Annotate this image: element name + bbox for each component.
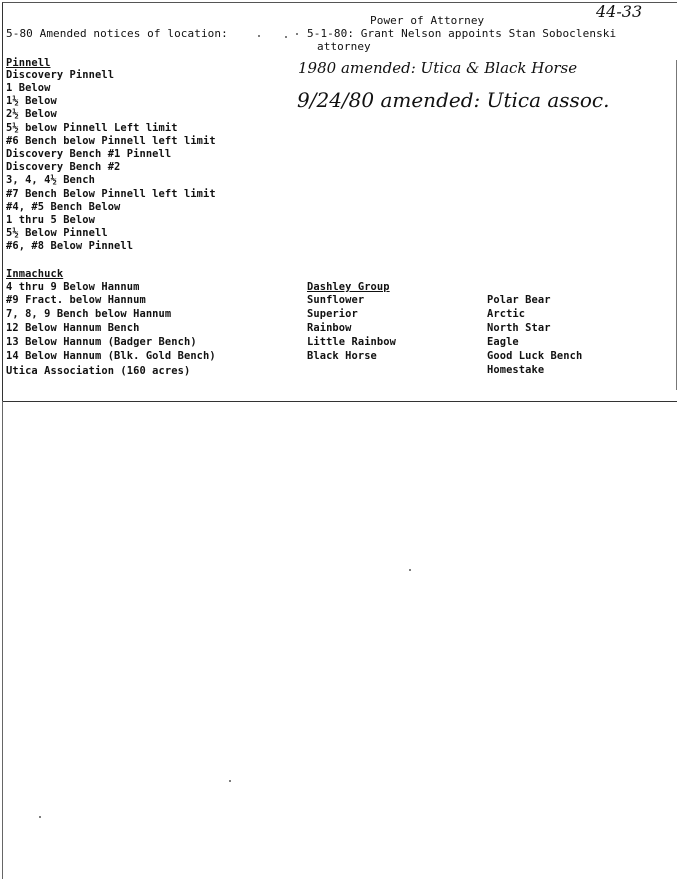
inmachuck-item: Utica Association (160 acres) bbox=[6, 365, 191, 377]
page-number: 44-33 bbox=[596, 2, 643, 21]
speck bbox=[285, 36, 287, 38]
dashley-claim: North Star bbox=[487, 322, 551, 334]
power-of-attorney-title: Power of Attorney bbox=[370, 14, 485, 27]
pinnell-item: #7 Bench Below Pinnell left limit bbox=[6, 188, 216, 200]
speck bbox=[409, 569, 411, 571]
page-edge bbox=[2, 401, 3, 879]
inmachuck-item: 12 Below Hannum Bench bbox=[6, 322, 140, 334]
pinnell-item: 3, 4, 4½ Bench bbox=[6, 174, 95, 186]
speck bbox=[229, 780, 231, 782]
dashley-claim: Eagle bbox=[487, 336, 519, 348]
pinnell-item: Discovery Bench #1 Pinnell bbox=[6, 148, 172, 160]
card-edge bbox=[676, 60, 677, 390]
pinnell-item: 1½ Below bbox=[6, 95, 57, 107]
dashley-claim: Little Rainbow bbox=[307, 336, 396, 348]
pinnell-item: 1 thru 5 Below bbox=[6, 214, 95, 226]
power-of-attorney-line1: 5-1-80: Grant Nelson appoints Stan Soboclenski bbox=[307, 27, 617, 40]
dashley-heading: Dashley Group bbox=[307, 281, 390, 293]
inmachuck-item: 4 thru 9 Below Hannum bbox=[6, 281, 140, 293]
inmachuck-item: #9 Fract. below Hannum bbox=[6, 294, 146, 306]
handwritten-note-2: 9/24/80 amended: Utica assoc. bbox=[297, 88, 610, 112]
dashley-claim: Arctic bbox=[487, 308, 526, 320]
pinnell-item: #6 Bench below Pinnell left limit bbox=[6, 135, 216, 147]
pinnell-item: 2½ Below bbox=[6, 108, 57, 120]
pinnell-item: 1 Below bbox=[6, 82, 51, 94]
dashley-claim: Polar Bear bbox=[487, 294, 551, 306]
pinnell-item: 5½ Below Pinnell bbox=[6, 227, 108, 239]
inmachuck-heading: Inmachuck bbox=[6, 268, 64, 280]
pinnell-item: #6, #8 Below Pinnell bbox=[6, 240, 134, 252]
pinnell-item: Discovery Bench #2 bbox=[6, 161, 121, 173]
power-of-attorney-line2: attorney bbox=[317, 40, 371, 53]
dashley-claim: Superior bbox=[307, 308, 358, 320]
pinnell-item: Discovery Pinnell bbox=[6, 69, 115, 81]
dashley-claim: Black Horse bbox=[307, 350, 377, 362]
speck bbox=[258, 35, 260, 37]
inmachuck-item: 13 Below Hannum (Badger Bench) bbox=[6, 336, 197, 348]
pinnell-item: #4, #5 Bench Below bbox=[6, 201, 121, 213]
dashley-claim: Good Luck Bench bbox=[487, 350, 583, 362]
pinnell-item: 5½ below Pinnell Left limit bbox=[6, 122, 178, 134]
header-amended-notices: 5-80 Amended notices of location: bbox=[6, 27, 228, 40]
inmachuck-item: 7, 8, 9 Bench below Hannum bbox=[6, 308, 172, 320]
speck bbox=[39, 816, 41, 818]
inmachuck-item: 14 Below Hannum (Blk. Gold Bench) bbox=[6, 350, 216, 362]
pinnell-heading: Pinnell bbox=[6, 57, 51, 69]
handwritten-note-1: 1980 amended: Utica & Black Horse bbox=[298, 59, 578, 77]
dashley-claim: Sunflower bbox=[307, 294, 365, 306]
dashley-claim: Rainbow bbox=[307, 322, 352, 334]
dashley-claim: Homestake bbox=[487, 364, 545, 376]
speck bbox=[296, 33, 298, 35]
